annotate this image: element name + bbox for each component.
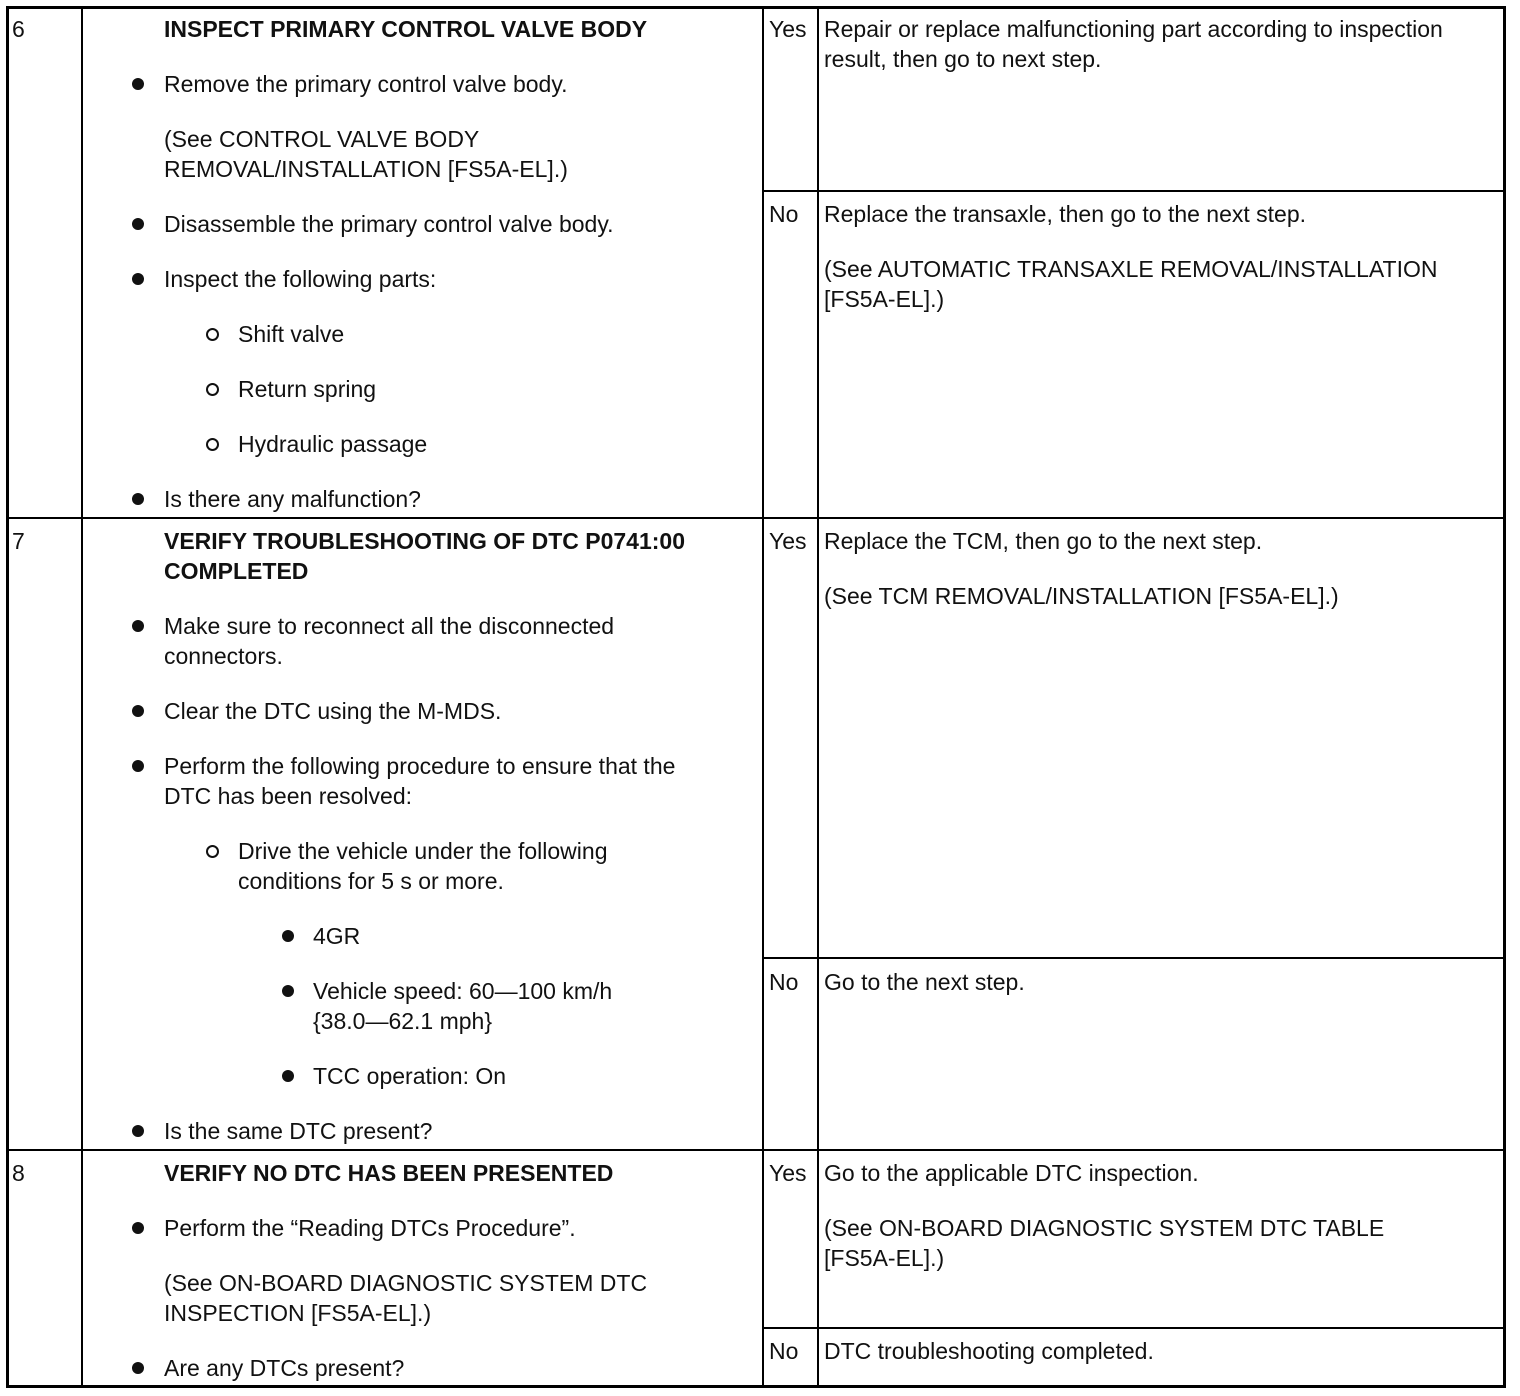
condition-item: {38.0—62.1 mph} xyxy=(313,1008,493,1034)
reference-text: (See TCM REMOVAL/INSTALLATION [FS5A-EL].) xyxy=(824,583,1339,609)
condition-item: Vehicle speed: 60—100 km/h xyxy=(313,978,613,1004)
yes-no-divider xyxy=(762,957,1506,959)
bullet-icon xyxy=(132,78,144,90)
yes-no-divider xyxy=(762,1327,1506,1329)
list-item: Inspect the following parts: xyxy=(164,266,437,292)
no-result: DTC troubleshooting completed. xyxy=(824,1338,1154,1364)
row-divider xyxy=(6,1149,1506,1151)
bullet-icon xyxy=(282,930,294,942)
question-text: Is the same DTC present? xyxy=(164,1118,433,1144)
row-divider xyxy=(6,517,1506,519)
bullet-icon xyxy=(132,620,144,632)
yes-no-divider xyxy=(762,190,1506,192)
sub-list-item: conditions for 5 s or more. xyxy=(238,868,504,894)
list-item: Remove the primary control valve body. xyxy=(164,71,568,97)
reference-text: (See AUTOMATIC TRANSAXLE REMOVAL/INSTALLATION xyxy=(824,256,1438,282)
reference-text: INSPECTION [FS5A-EL].) xyxy=(164,1300,432,1326)
bullet-icon xyxy=(132,493,144,505)
sub-list-item: Return spring xyxy=(238,376,377,402)
no-label: No xyxy=(769,969,799,995)
yes-result: Go to the applicable DTC inspection. xyxy=(824,1160,1199,1186)
column-divider-step xyxy=(81,6,83,1388)
no-result: Go to the next step. xyxy=(824,969,1025,995)
bullet-icon xyxy=(132,760,144,772)
no-label: No xyxy=(769,1338,799,1364)
step-number: 7 xyxy=(12,528,25,554)
list-item: DTC has been resolved: xyxy=(164,783,413,809)
column-divider-action xyxy=(762,6,764,1388)
list-item: Perform the “Reading DTCs Procedure”. xyxy=(164,1215,576,1241)
yes-label: Yes xyxy=(769,16,807,42)
step-title: VERIFY TROUBLESHOOTING OF DTC P0741:00 xyxy=(164,528,686,554)
step-title: VERIFY NO DTC HAS BEEN PRESENTED xyxy=(164,1160,614,1186)
bullet-icon xyxy=(132,1222,144,1234)
bullet-icon xyxy=(132,218,144,230)
no-result: Replace the transaxle, then go to the next step. xyxy=(824,201,1307,227)
sub-list-item: Drive the vehicle under the following xyxy=(238,838,608,864)
condition-item: 4GR xyxy=(313,923,361,949)
question-text: Are any DTCs present? xyxy=(164,1355,405,1381)
list-item: Clear the DTC using the M-MDS. xyxy=(164,698,502,724)
reference-text: REMOVAL/INSTALLATION [FS5A-EL].) xyxy=(164,156,568,182)
list-item: Make sure to reconnect all the disconnected xyxy=(164,613,615,639)
question-text: Is there any malfunction? xyxy=(164,486,421,512)
step-number: 6 xyxy=(12,16,25,42)
step-title: COMPLETED xyxy=(164,558,309,584)
sub-bullet-icon xyxy=(206,438,219,451)
yes-result: Repair or replace malfunctioning part according to inspection xyxy=(824,16,1443,42)
bullet-icon xyxy=(132,1125,144,1137)
list-item: Disassemble the primary control valve body. xyxy=(164,211,614,237)
yes-label: Yes xyxy=(769,528,807,554)
list-item: Perform the following procedure to ensure that the xyxy=(164,753,676,779)
reference-text: (See ON-BOARD DIAGNOSTIC SYSTEM DTC TABLE xyxy=(824,1215,1385,1241)
reference-text: (See CONTROL VALVE BODY xyxy=(164,126,480,152)
reference-text: [FS5A-EL].) xyxy=(824,286,945,312)
bullet-icon xyxy=(282,985,294,997)
sub-list-item: Hydraulic passage xyxy=(238,431,428,457)
sub-list-item: Shift valve xyxy=(238,321,345,347)
sub-bullet-icon xyxy=(206,383,219,396)
condition-item: TCC operation: On xyxy=(313,1063,507,1089)
yes-result: result, then go to next step. xyxy=(824,46,1102,72)
yes-result: Replace the TCM, then go to the next step. xyxy=(824,528,1263,554)
yes-label: Yes xyxy=(769,1160,807,1186)
reference-text: (See ON-BOARD DIAGNOSTIC SYSTEM DTC xyxy=(164,1270,648,1296)
step-number: 8 xyxy=(12,1160,25,1186)
step-title: INSPECT PRIMARY CONTROL VALVE BODY xyxy=(164,16,648,42)
column-divider-result xyxy=(817,6,819,1388)
no-label: No xyxy=(769,201,799,227)
bullet-icon xyxy=(282,1070,294,1082)
list-item: connectors. xyxy=(164,643,283,669)
sub-bullet-icon xyxy=(206,328,219,341)
reference-text: [FS5A-EL].) xyxy=(824,1245,945,1271)
bullet-icon xyxy=(132,273,144,285)
bullet-icon xyxy=(132,1362,144,1374)
bullet-icon xyxy=(132,705,144,717)
sub-bullet-icon xyxy=(206,845,219,858)
